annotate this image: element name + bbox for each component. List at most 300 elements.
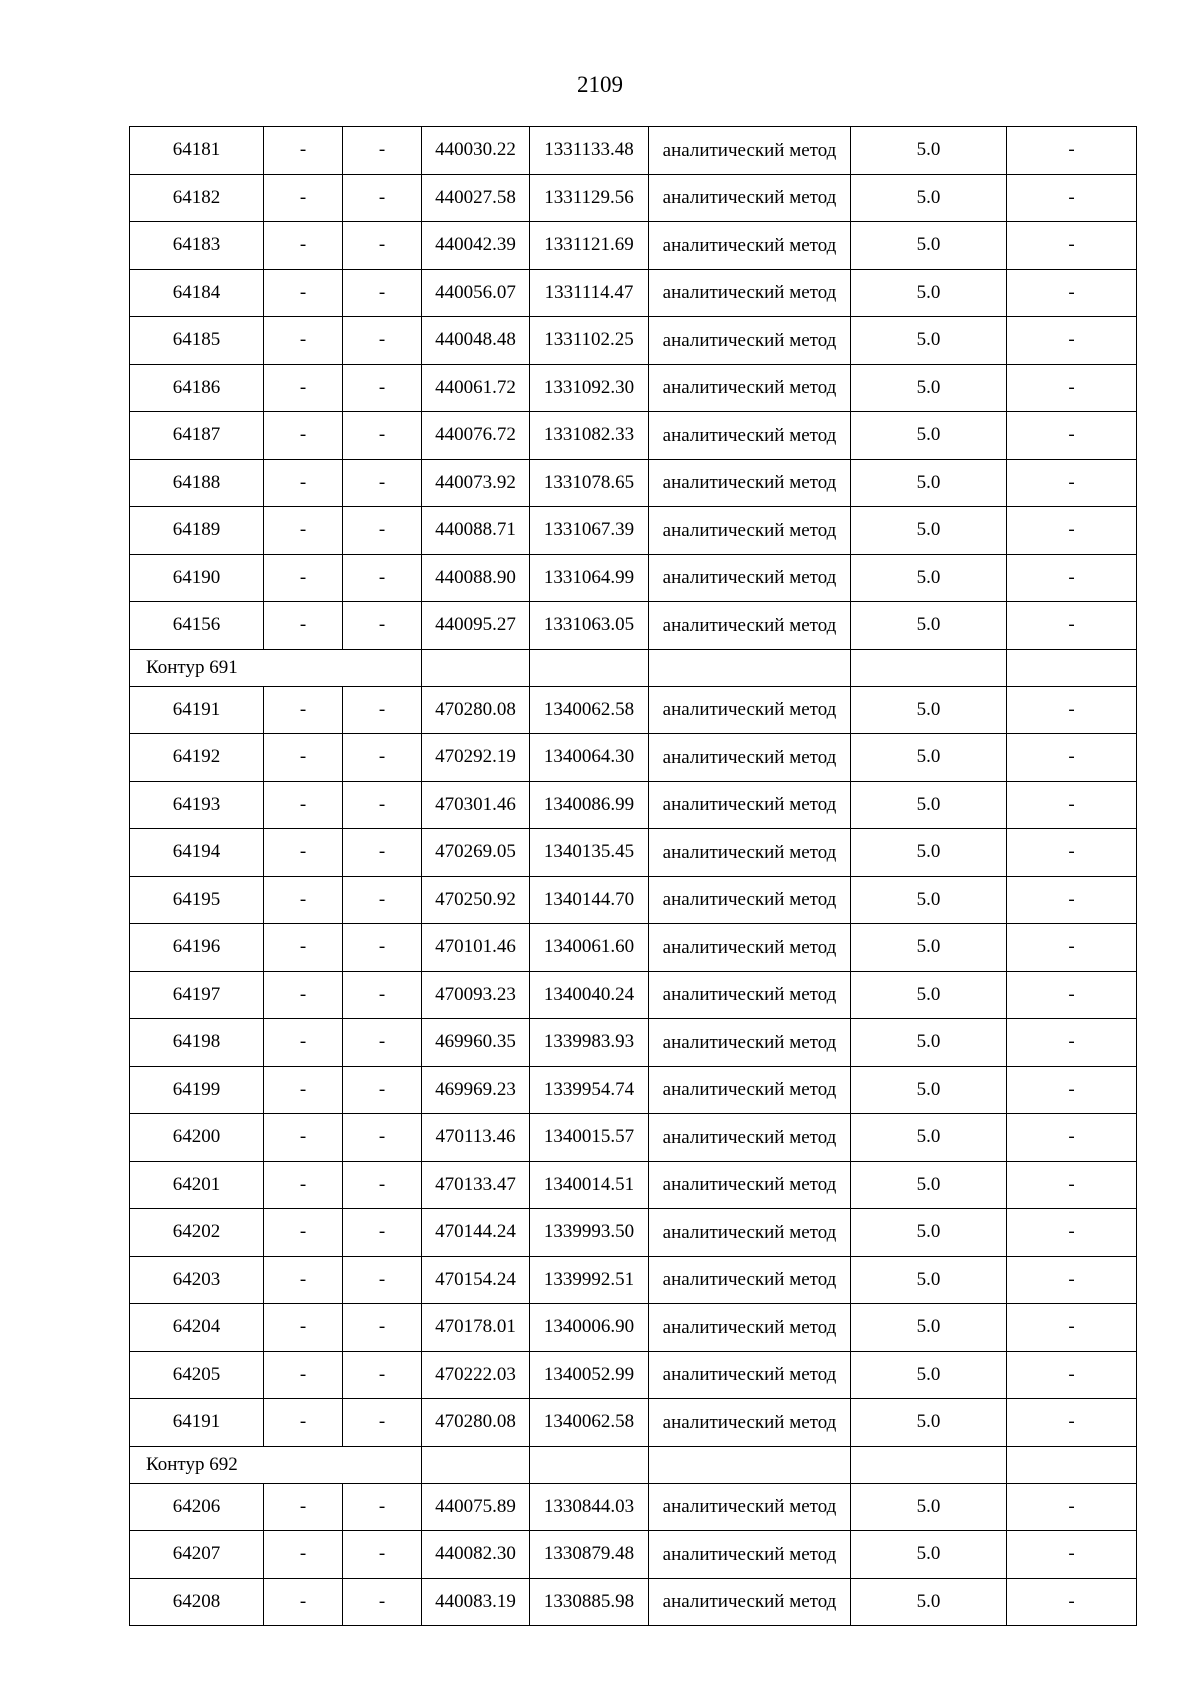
- point-id-cell: 64156: [130, 602, 264, 650]
- x-coordinate-cell: 440073.92: [422, 459, 530, 507]
- accuracy-cell: 5.0: [851, 364, 1007, 412]
- column-3-cell: -: [343, 781, 422, 829]
- x-coordinate-cell: 469960.35: [422, 1019, 530, 1067]
- x-coordinate-cell: 470101.46: [422, 924, 530, 972]
- method-text: аналитический метод: [662, 1364, 837, 1386]
- column-2-cell: -: [264, 1256, 343, 1304]
- y-coordinate-cell: 1340040.24: [530, 971, 649, 1019]
- empty-cell: [649, 649, 851, 686]
- method-text: аналитический метод: [662, 1591, 837, 1613]
- method-text: аналитический метод: [662, 1496, 837, 1518]
- method-cell: [649, 364, 851, 412]
- x-coordinate-cell: 470250.92: [422, 876, 530, 924]
- point-id-cell: 64191: [130, 686, 264, 734]
- point-id-cell: 64203: [130, 1256, 264, 1304]
- x-coordinate-cell: 470144.24: [422, 1209, 530, 1257]
- column-2-cell: -: [264, 829, 343, 877]
- method-cell: [649, 412, 851, 460]
- x-coordinate-cell: 440048.48: [422, 317, 530, 365]
- point-id-cell: 64208: [130, 1578, 264, 1626]
- table-body: [130, 127, 1137, 1626]
- point-id-cell: 64188: [130, 459, 264, 507]
- table-row: [130, 127, 1137, 175]
- coordinates-table: [129, 126, 1137, 1626]
- point-id-cell: 64197: [130, 971, 264, 1019]
- column-2-cell: -: [264, 876, 343, 924]
- method-text: аналитический метод: [662, 282, 837, 304]
- column-3-cell: -: [343, 1399, 422, 1447]
- table-row: [130, 1114, 1137, 1162]
- column-3-cell: -: [343, 317, 422, 365]
- accuracy-cell: 5.0: [851, 1256, 1007, 1304]
- accuracy-cell: 5.0: [851, 734, 1007, 782]
- column-2-cell: -: [264, 1304, 343, 1352]
- column-8-cell: -: [1007, 1531, 1137, 1579]
- y-coordinate-cell: 1340052.99: [530, 1351, 649, 1399]
- empty-cell: [530, 649, 649, 686]
- accuracy-cell: 5.0: [851, 174, 1007, 222]
- column-3-cell: -: [343, 222, 422, 270]
- x-coordinate-cell: 470178.01: [422, 1304, 530, 1352]
- point-id-cell: 64184: [130, 269, 264, 317]
- table-row: [130, 222, 1137, 270]
- method-text: аналитический метод: [662, 519, 837, 541]
- column-2-cell: -: [264, 1161, 343, 1209]
- method-text: аналитический метод: [662, 567, 837, 589]
- column-8-cell: -: [1007, 1399, 1137, 1447]
- column-3-cell: -: [343, 1161, 422, 1209]
- contour-label: Контур 692: [130, 1446, 422, 1483]
- point-id-cell: 64190: [130, 554, 264, 602]
- empty-cell: [1007, 1446, 1137, 1483]
- column-8-cell: -: [1007, 734, 1137, 782]
- column-8-cell: -: [1007, 554, 1137, 602]
- point-id-cell: 64181: [130, 127, 264, 175]
- y-coordinate-cell: 1331092.30: [530, 364, 649, 412]
- column-3-cell: -: [343, 876, 422, 924]
- point-id-cell: 64191: [130, 1399, 264, 1447]
- column-8-cell: -: [1007, 317, 1137, 365]
- table-row: [130, 1304, 1137, 1352]
- table-row: [130, 1578, 1137, 1626]
- y-coordinate-cell: 1331102.25: [530, 317, 649, 365]
- method-cell: [649, 1399, 851, 1447]
- method-cell: [649, 1351, 851, 1399]
- column-3-cell: -: [343, 1531, 422, 1579]
- method-cell: [649, 1304, 851, 1352]
- column-8-cell: -: [1007, 1209, 1137, 1257]
- column-8-cell: -: [1007, 127, 1137, 175]
- method-cell: [649, 971, 851, 1019]
- point-id-cell: 64194: [130, 829, 264, 877]
- method-cell: [649, 1209, 851, 1257]
- method-cell: [649, 924, 851, 972]
- method-text: аналитический метод: [662, 1174, 837, 1196]
- point-id-cell: 64199: [130, 1066, 264, 1114]
- point-id-cell: 64195: [130, 876, 264, 924]
- x-coordinate-cell: 440056.07: [422, 269, 530, 317]
- y-coordinate-cell: 1340006.90: [530, 1304, 649, 1352]
- accuracy-cell: 5.0: [851, 1483, 1007, 1531]
- column-2-cell: -: [264, 1066, 343, 1114]
- point-id-cell: 64192: [130, 734, 264, 782]
- contour-header-row: [130, 1446, 1137, 1483]
- table-row: [130, 1351, 1137, 1399]
- y-coordinate-cell: 1330879.48: [530, 1531, 649, 1579]
- y-coordinate-cell: 1331082.33: [530, 412, 649, 460]
- column-2-cell: -: [264, 1399, 343, 1447]
- y-coordinate-cell: 1331063.05: [530, 602, 649, 650]
- table-row: [130, 971, 1137, 1019]
- column-2-cell: -: [264, 971, 343, 1019]
- column-3-cell: -: [343, 971, 422, 1019]
- empty-cell: [851, 1446, 1007, 1483]
- method-text: аналитический метод: [662, 329, 837, 351]
- method-text: аналитический метод: [662, 1221, 837, 1243]
- y-coordinate-cell: 1340015.57: [530, 1114, 649, 1162]
- method-text: аналитический метод: [662, 139, 837, 161]
- point-id-cell: 64202: [130, 1209, 264, 1257]
- x-coordinate-cell: 470154.24: [422, 1256, 530, 1304]
- table-row: [130, 1161, 1137, 1209]
- column-8-cell: -: [1007, 507, 1137, 555]
- column-3-cell: -: [343, 1114, 422, 1162]
- column-8-cell: -: [1007, 1256, 1137, 1304]
- column-3-cell: -: [343, 459, 422, 507]
- column-2-cell: -: [264, 1351, 343, 1399]
- table-row: [130, 876, 1137, 924]
- y-coordinate-cell: 1339954.74: [530, 1066, 649, 1114]
- column-8-cell: -: [1007, 269, 1137, 317]
- column-3-cell: -: [343, 364, 422, 412]
- method-text: аналитический метод: [662, 1316, 837, 1338]
- accuracy-cell: 5.0: [851, 412, 1007, 460]
- point-id-cell: 64189: [130, 507, 264, 555]
- column-2-cell: -: [264, 1019, 343, 1067]
- table-row: [130, 1019, 1137, 1067]
- y-coordinate-cell: 1339983.93: [530, 1019, 649, 1067]
- column-8-cell: -: [1007, 1114, 1137, 1162]
- x-coordinate-cell: 440027.58: [422, 174, 530, 222]
- point-id-cell: 64182: [130, 174, 264, 222]
- x-coordinate-cell: 440082.30: [422, 1531, 530, 1579]
- table-row: [130, 1531, 1137, 1579]
- method-text: аналитический метод: [662, 746, 837, 768]
- x-coordinate-cell: 440076.72: [422, 412, 530, 460]
- method-text: аналитический метод: [662, 1126, 837, 1148]
- page-number: 2109: [577, 72, 623, 97]
- method-cell: [649, 829, 851, 877]
- column-2-cell: -: [264, 317, 343, 365]
- y-coordinate-cell: 1330885.98: [530, 1578, 649, 1626]
- accuracy-cell: 5.0: [851, 829, 1007, 877]
- table-row: [130, 1066, 1137, 1114]
- y-coordinate-cell: 1331064.99: [530, 554, 649, 602]
- method-cell: [649, 127, 851, 175]
- x-coordinate-cell: 470280.08: [422, 686, 530, 734]
- table-row: [130, 459, 1137, 507]
- empty-cell: [851, 649, 1007, 686]
- table-row: [130, 1209, 1137, 1257]
- column-8-cell: -: [1007, 829, 1137, 877]
- column-3-cell: -: [343, 1066, 422, 1114]
- y-coordinate-cell: 1340086.99: [530, 781, 649, 829]
- method-cell: [649, 222, 851, 270]
- column-8-cell: -: [1007, 781, 1137, 829]
- x-coordinate-cell: 440095.27: [422, 602, 530, 650]
- accuracy-cell: 5.0: [851, 1351, 1007, 1399]
- method-cell: [649, 1483, 851, 1531]
- method-cell: [649, 781, 851, 829]
- empty-cell: [649, 1446, 851, 1483]
- method-text: аналитический метод: [662, 984, 837, 1006]
- table-row: [130, 734, 1137, 782]
- x-coordinate-cell: 440088.90: [422, 554, 530, 602]
- x-coordinate-cell: 440030.22: [422, 127, 530, 175]
- accuracy-cell: 5.0: [851, 269, 1007, 317]
- column-3-cell: -: [343, 602, 422, 650]
- table-row: [130, 829, 1137, 877]
- column-3-cell: -: [343, 1019, 422, 1067]
- method-cell: [649, 1019, 851, 1067]
- column-2-cell: -: [264, 781, 343, 829]
- column-3-cell: -: [343, 269, 422, 317]
- accuracy-cell: 5.0: [851, 876, 1007, 924]
- column-2-cell: -: [264, 459, 343, 507]
- y-coordinate-cell: 1340144.70: [530, 876, 649, 924]
- accuracy-cell: 5.0: [851, 781, 1007, 829]
- y-coordinate-cell: 1340064.30: [530, 734, 649, 782]
- y-coordinate-cell: 1330844.03: [530, 1483, 649, 1531]
- column-8-cell: -: [1007, 1066, 1137, 1114]
- column-8-cell: -: [1007, 1304, 1137, 1352]
- x-coordinate-cell: 440083.19: [422, 1578, 530, 1626]
- accuracy-cell: 5.0: [851, 971, 1007, 1019]
- y-coordinate-cell: 1340062.58: [530, 686, 649, 734]
- method-text: аналитический метод: [662, 234, 837, 256]
- column-8-cell: -: [1007, 1483, 1137, 1531]
- y-coordinate-cell: 1340062.58: [530, 1399, 649, 1447]
- column-2-cell: -: [264, 412, 343, 460]
- accuracy-cell: 5.0: [851, 1019, 1007, 1067]
- y-coordinate-cell: 1331114.47: [530, 269, 649, 317]
- table-row: [130, 269, 1137, 317]
- x-coordinate-cell: 440088.71: [422, 507, 530, 555]
- contour-label: Контур 691: [130, 649, 422, 686]
- column-2-cell: -: [264, 507, 343, 555]
- column-3-cell: -: [343, 507, 422, 555]
- column-2-cell: -: [264, 924, 343, 972]
- method-text: аналитический метод: [662, 699, 837, 721]
- method-cell: [649, 507, 851, 555]
- point-id-cell: 64193: [130, 781, 264, 829]
- table-row: [130, 1399, 1137, 1447]
- column-2-cell: -: [264, 1578, 343, 1626]
- accuracy-cell: 5.0: [851, 686, 1007, 734]
- point-id-cell: 64186: [130, 364, 264, 412]
- column-3-cell: -: [343, 1483, 422, 1531]
- accuracy-cell: 5.0: [851, 554, 1007, 602]
- x-coordinate-cell: 470301.46: [422, 781, 530, 829]
- accuracy-cell: 5.0: [851, 222, 1007, 270]
- point-id-cell: 64205: [130, 1351, 264, 1399]
- table-row: [130, 602, 1137, 650]
- accuracy-cell: 5.0: [851, 1066, 1007, 1114]
- table-row: [130, 1256, 1137, 1304]
- method-text: аналитический метод: [662, 1031, 837, 1053]
- column-3-cell: -: [343, 1351, 422, 1399]
- column-2-cell: -: [264, 1114, 343, 1162]
- point-id-cell: 64200: [130, 1114, 264, 1162]
- method-text: аналитический метод: [662, 377, 837, 399]
- column-2-cell: -: [264, 686, 343, 734]
- method-text: аналитический метод: [662, 1079, 837, 1101]
- method-text: аналитический метод: [662, 424, 837, 446]
- column-8-cell: -: [1007, 686, 1137, 734]
- method-text: аналитический метод: [662, 1269, 837, 1291]
- column-3-cell: -: [343, 1256, 422, 1304]
- y-coordinate-cell: 1340014.51: [530, 1161, 649, 1209]
- point-id-cell: 64204: [130, 1304, 264, 1352]
- column-2-cell: -: [264, 127, 343, 175]
- table-row: [130, 507, 1137, 555]
- empty-cell: [1007, 649, 1137, 686]
- y-coordinate-cell: 1331129.56: [530, 174, 649, 222]
- column-2-cell: -: [264, 364, 343, 412]
- column-8-cell: -: [1007, 1019, 1137, 1067]
- table-row: [130, 174, 1137, 222]
- column-8-cell: -: [1007, 1161, 1137, 1209]
- empty-cell: [422, 1446, 530, 1483]
- column-3-cell: -: [343, 554, 422, 602]
- x-coordinate-cell: 470269.05: [422, 829, 530, 877]
- method-cell: [649, 317, 851, 365]
- method-text: аналитический метод: [662, 1543, 837, 1565]
- method-cell: [649, 686, 851, 734]
- method-text: аналитический метод: [662, 187, 837, 209]
- method-cell: [649, 1114, 851, 1162]
- column-8-cell: -: [1007, 971, 1137, 1019]
- y-coordinate-cell: 1340061.60: [530, 924, 649, 972]
- column-3-cell: -: [343, 924, 422, 972]
- column-3-cell: -: [343, 1209, 422, 1257]
- method-text: аналитический метод: [662, 936, 837, 958]
- point-id-cell: 64206: [130, 1483, 264, 1531]
- contour-header-row: [130, 649, 1137, 686]
- x-coordinate-cell: 470113.46: [422, 1114, 530, 1162]
- accuracy-cell: 5.0: [851, 1304, 1007, 1352]
- y-coordinate-cell: 1331133.48: [530, 127, 649, 175]
- method-cell: [649, 1161, 851, 1209]
- method-cell: [649, 734, 851, 782]
- table-row: [130, 364, 1137, 412]
- accuracy-cell: 5.0: [851, 317, 1007, 365]
- column-2-cell: -: [264, 1531, 343, 1579]
- x-coordinate-cell: 470222.03: [422, 1351, 530, 1399]
- y-coordinate-cell: 1331078.65: [530, 459, 649, 507]
- method-cell: [649, 1066, 851, 1114]
- point-id-cell: 64196: [130, 924, 264, 972]
- accuracy-cell: 5.0: [851, 1209, 1007, 1257]
- column-8-cell: -: [1007, 876, 1137, 924]
- column-2-cell: -: [264, 554, 343, 602]
- point-id-cell: 64183: [130, 222, 264, 270]
- column-2-cell: -: [264, 602, 343, 650]
- point-id-cell: 64207: [130, 1531, 264, 1579]
- table-row: [130, 781, 1137, 829]
- column-8-cell: -: [1007, 1351, 1137, 1399]
- x-coordinate-cell: 440042.39: [422, 222, 530, 270]
- accuracy-cell: 5.0: [851, 507, 1007, 555]
- column-3-cell: -: [343, 1578, 422, 1626]
- method-cell: [649, 1256, 851, 1304]
- method-cell: [649, 459, 851, 507]
- method-cell: [649, 1531, 851, 1579]
- table-row: [130, 412, 1137, 460]
- column-3-cell: -: [343, 412, 422, 460]
- column-8-cell: -: [1007, 459, 1137, 507]
- column-8-cell: -: [1007, 222, 1137, 270]
- column-3-cell: -: [343, 734, 422, 782]
- method-text: аналитический метод: [662, 794, 837, 816]
- column-3-cell: -: [343, 829, 422, 877]
- column-3-cell: -: [343, 686, 422, 734]
- column-8-cell: -: [1007, 1578, 1137, 1626]
- method-text: аналитический метод: [662, 614, 837, 636]
- x-coordinate-cell: 469969.23: [422, 1066, 530, 1114]
- column-2-cell: -: [264, 174, 343, 222]
- y-coordinate-cell: 1331067.39: [530, 507, 649, 555]
- x-coordinate-cell: 470093.23: [422, 971, 530, 1019]
- accuracy-cell: 5.0: [851, 1531, 1007, 1579]
- column-2-cell: -: [264, 269, 343, 317]
- column-2-cell: -: [264, 734, 343, 782]
- column-8-cell: -: [1007, 174, 1137, 222]
- method-cell: [649, 602, 851, 650]
- x-coordinate-cell: 470133.47: [422, 1161, 530, 1209]
- x-coordinate-cell: 440075.89: [422, 1483, 530, 1531]
- method-cell: [649, 554, 851, 602]
- accuracy-cell: 5.0: [851, 1161, 1007, 1209]
- method-text: аналитический метод: [662, 472, 837, 494]
- y-coordinate-cell: 1339993.50: [530, 1209, 649, 1257]
- accuracy-cell: 5.0: [851, 602, 1007, 650]
- table-row: [130, 317, 1137, 365]
- empty-cell: [422, 649, 530, 686]
- column-3-cell: -: [343, 127, 422, 175]
- x-coordinate-cell: 470280.08: [422, 1399, 530, 1447]
- method-text: аналитический метод: [662, 841, 837, 863]
- y-coordinate-cell: 1339992.51: [530, 1256, 649, 1304]
- column-2-cell: -: [264, 1483, 343, 1531]
- table-row: [130, 554, 1137, 602]
- point-id-cell: 64201: [130, 1161, 264, 1209]
- y-coordinate-cell: 1340135.45: [530, 829, 649, 877]
- column-3-cell: -: [343, 174, 422, 222]
- method-text: аналитический метод: [662, 1411, 837, 1433]
- empty-cell: [530, 1446, 649, 1483]
- table-row: [130, 1483, 1137, 1531]
- column-2-cell: -: [264, 1209, 343, 1257]
- column-2-cell: -: [264, 222, 343, 270]
- method-text: аналитический метод: [662, 889, 837, 911]
- column-3-cell: -: [343, 1304, 422, 1352]
- accuracy-cell: 5.0: [851, 1578, 1007, 1626]
- point-id-cell: 64185: [130, 317, 264, 365]
- method-cell: [649, 174, 851, 222]
- x-coordinate-cell: 440061.72: [422, 364, 530, 412]
- method-cell: [649, 269, 851, 317]
